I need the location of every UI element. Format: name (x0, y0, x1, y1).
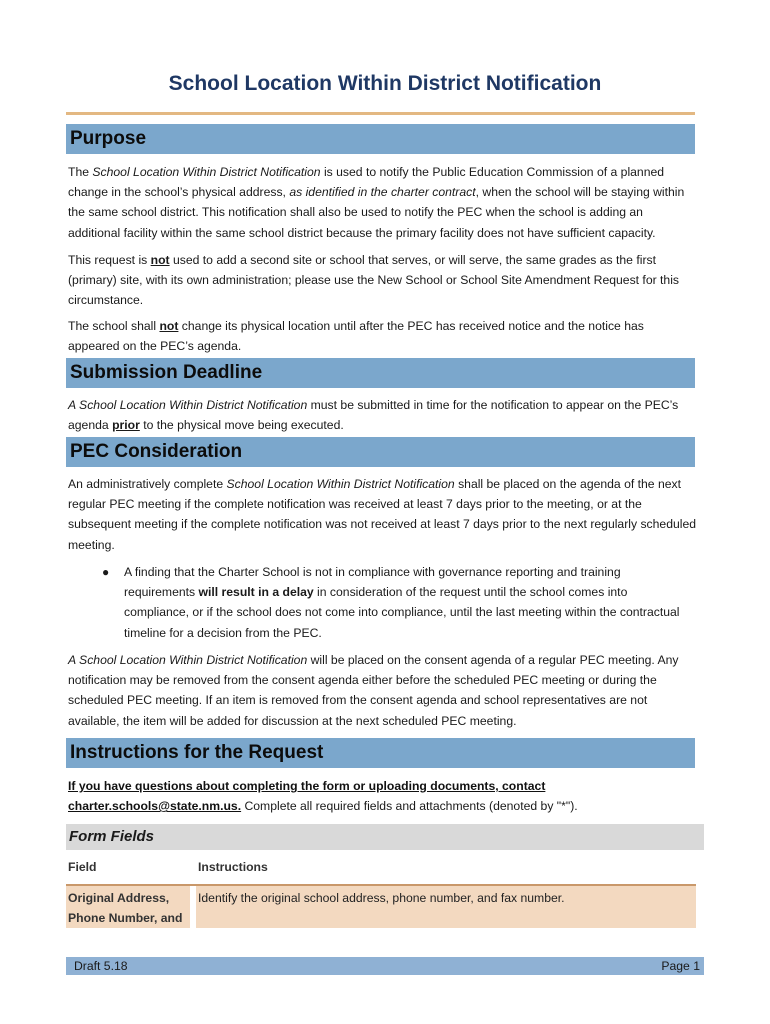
form-fields-heading: Form Fields (66, 824, 704, 850)
field-instructions-cell: Identify the original school address, phone number, and fax number. (198, 891, 565, 905)
text: This request is (68, 253, 151, 267)
document-title: School Location Within District Notification (168, 72, 602, 95)
consideration-bullet (102, 562, 680, 643)
text: An administratively complete (68, 477, 227, 491)
text: in consideration of the request until the school comes into compliance, or if the school does not come into compliance, until the last meeting within the contractual timeline for a decision from the PEC. (124, 585, 680, 640)
purpose-paragraph-3 (68, 316, 698, 356)
italic-text: A School Location Within District Notification (68, 653, 308, 667)
emphasis-prior: prior (112, 418, 140, 433)
italic-text: School Location Within District Notification (226, 477, 455, 491)
italic-text: School Location Within District Notification (92, 165, 321, 179)
text: The (68, 165, 93, 179)
section-heading-consideration: PEC Consideration (66, 437, 695, 467)
emphasis-not: not (150, 253, 170, 267)
page-footer (66, 957, 704, 975)
italic-text: A School Location Within District Notification (68, 398, 308, 412)
field-name-cell: Original Address, Phone Number, and (68, 891, 183, 926)
column-header-field: Field (68, 860, 97, 874)
text: , when the school will be staying within the same school district. This notification shall also be used to notify the PEC when the school is adding an additional facility within the same school district because the primary facility does not have sufficient capacity. (68, 185, 685, 240)
page-number: Page 1 (661, 959, 700, 973)
text: change its physical location until after the PEC has received notice and the notice has appeared on the PEC’s agenda. (68, 319, 644, 354)
text: Complete all required fields and attachments (denoted by "*"). (241, 799, 578, 814)
bullet-icon: ● (102, 565, 110, 579)
consideration-paragraph-1 (68, 474, 698, 555)
draft-version: Draft 5.18 (74, 959, 128, 973)
consideration-paragraph-2 (68, 650, 698, 731)
section-heading-purpose: Purpose (66, 124, 695, 154)
text: The school shall (68, 319, 160, 333)
title-divider (66, 112, 695, 115)
section-heading-deadline: Submission Deadline (66, 358, 695, 388)
text: is used to notify the Public Education Commission of a planned change in the school’s physical address, (68, 165, 665, 200)
deadline-paragraph (68, 395, 698, 435)
purpose-paragraph-2 (68, 250, 698, 311)
text: will be placed on the consent agenda of a regular PEC meeting. Any notification may be removed from the consent agenda either before the scheduled PEC meeting or during the scheduled PEC meeting. If an item is removed from the consent agenda and school representatives are not available, the item will be added for discussion at the next scheduled PEC meeting. (68, 653, 679, 728)
purpose-paragraph-1 (68, 162, 698, 243)
text: must be submitted in time for the notification to appear on the PEC’s agenda (68, 398, 679, 433)
text: shall be placed on the agenda of the next regular PEC meeting if the complete notification was received at least 7 days prior to the meeting, or at the subsequent meeting if the complete notification was not received at least 7 days prior to the next regularly scheduled meeting. (68, 477, 697, 552)
table-header (66, 858, 696, 886)
contact-email-link[interactable]: If you have questions about completing the form or uploading documents, contact charter.schools@state.nm.us. (68, 779, 546, 814)
text: used to add a second site or school that serves, or will serve, the same grades as the first (primary) site, with its own administration; please use the New School or School Site Amendment Request for this circumstance. (68, 253, 680, 308)
section-heading-instructions: Instructions for the Request (66, 738, 695, 768)
emphasis-not: not (159, 319, 179, 333)
italic-text: as identified in the charter contract (289, 185, 476, 200)
column-header-instructions: Instructions (198, 860, 268, 874)
text: to the physical move being executed. (139, 418, 344, 433)
table-row (66, 886, 696, 928)
text: A finding that the Charter School is not in compliance with governance reporting and training requirements (124, 565, 621, 600)
instructions-paragraph (68, 776, 698, 816)
cell-separator (190, 886, 196, 928)
emphasis-delay: will result in a delay (198, 585, 314, 600)
